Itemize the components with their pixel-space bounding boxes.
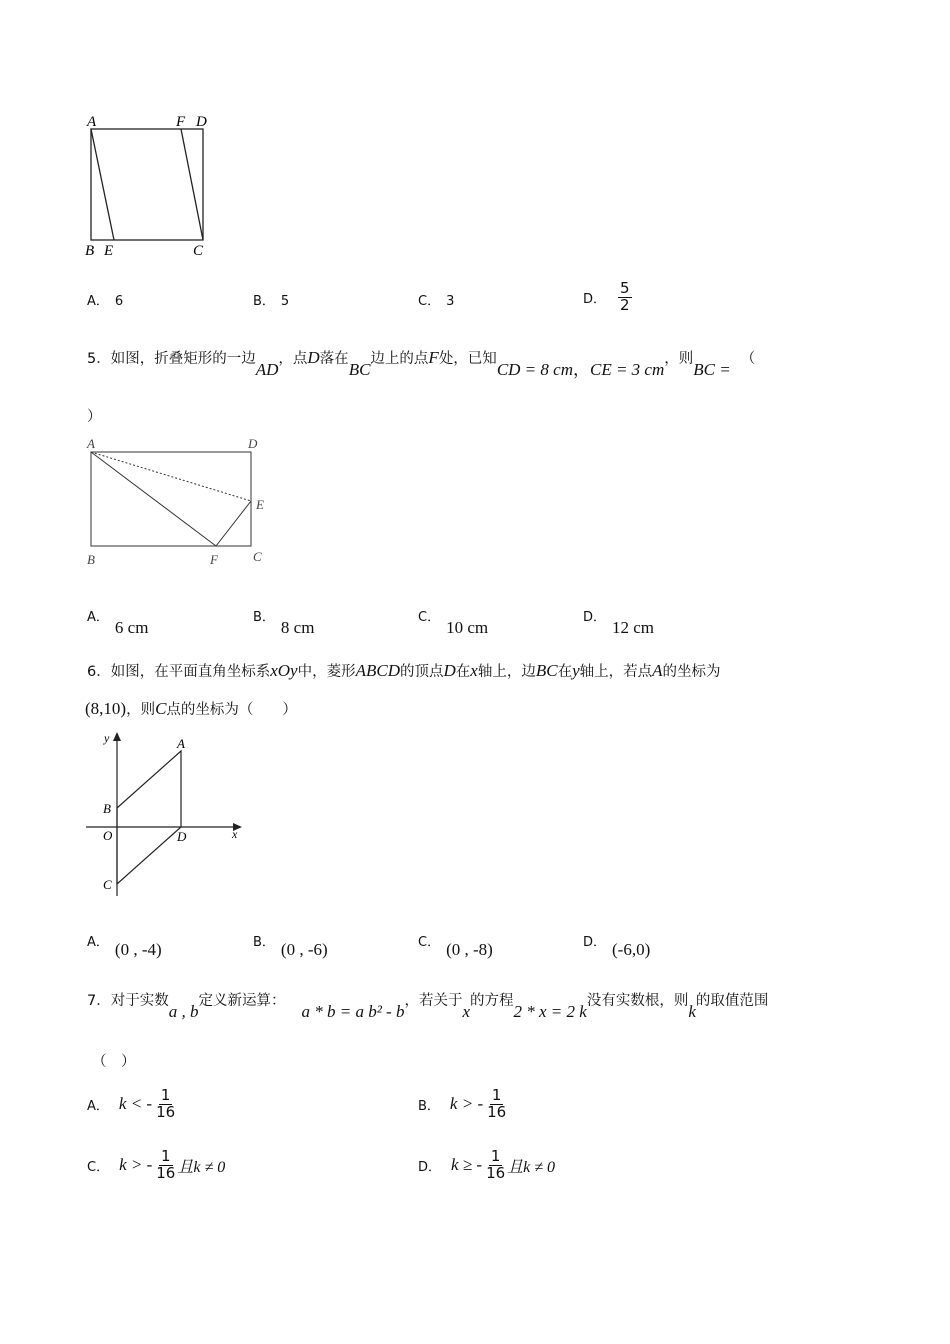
fraction-denominator: 16 [156, 1102, 176, 1121]
q6-option-b[interactable] [253, 931, 328, 959]
option-value: 5 [280, 294, 290, 309]
option-value: (-6,0) [612, 940, 651, 959]
figure-q4 [80, 110, 220, 260]
label-c: C [253, 549, 262, 564]
label-f: F [210, 552, 218, 567]
option-relation: k > - [449, 1094, 484, 1114]
label-o: O [103, 828, 113, 843]
q5-text: 5．如图，折叠矩形的一边AD，点D落在BC边上的点F处，已知CD = 8 cm，CE = 3 cm，则BC =（ [87, 348, 756, 379]
rectangle-abcd [91, 129, 203, 240]
option-value: 12 cm [612, 618, 655, 637]
q5-option-b[interactable] [253, 606, 315, 637]
y-axis-arrow [113, 732, 121, 741]
option-relation: k ≥ - [451, 1155, 483, 1175]
option-label: C． [87, 1159, 110, 1175]
option-label: A． [87, 610, 109, 625]
figure-q5 [82, 432, 282, 572]
option-value: (0 , -8) [446, 940, 493, 959]
q5-option-a[interactable] [87, 606, 149, 637]
figure-q6 [82, 728, 252, 898]
fraction-numerator: 1 [490, 1147, 501, 1165]
option-value: 6 cm [114, 618, 149, 637]
q6-option-c[interactable] [418, 931, 493, 959]
q7-option-b[interactable] [418, 1088, 508, 1121]
option-relation: k > - [119, 1155, 153, 1175]
fraction-numerator: 5 [620, 279, 630, 297]
q7-text: 7．对于实数a , b定义新运算：a * b = a b² - b，若关于x的方程2 * x = 2 k没有实数根，则k的取值范围 [87, 993, 769, 1021]
option-label: D． [583, 291, 607, 307]
option-label: B． [253, 610, 275, 625]
option-label: C． [418, 935, 441, 950]
label-d: D [177, 829, 187, 844]
option-value: (0 , -6) [280, 940, 328, 959]
option-label: B． [253, 935, 275, 950]
label-b: B [103, 801, 111, 816]
label-a: A [177, 736, 185, 751]
label-x: x [232, 827, 238, 841]
q4-option-c[interactable] [418, 290, 454, 309]
label-a: A [87, 436, 95, 451]
segment-fc [181, 129, 203, 240]
label-e: E [256, 497, 264, 512]
option-value: 10 cm [446, 618, 489, 637]
q5-paren-close: ） [87, 409, 102, 425]
dashed-segment-ae [91, 452, 251, 501]
segment-af [91, 452, 216, 546]
option-label: D． [583, 610, 607, 625]
option-value: 8 cm [280, 618, 315, 637]
label-c: C [103, 877, 112, 892]
fraction-numerator: 1 [491, 1086, 502, 1104]
q5-option-d[interactable] [583, 606, 655, 637]
fraction [154, 1149, 177, 1182]
fraction-numerator: 1 [161, 1147, 171, 1165]
option-relation: k < - [118, 1094, 153, 1114]
option-label: B． [253, 294, 275, 309]
option-label: A． [87, 294, 109, 309]
label-d: D [196, 114, 207, 130]
fraction-denominator: 16 [156, 1163, 176, 1182]
segment-fe [216, 501, 251, 546]
q6-text-line1: 6．如图，在平面直角坐标系xOy中，菱形ABCD的顶点D在x轴上，边BC在y轴上，若点A的坐标为 [87, 661, 721, 680]
option-tail: 且k ≠ 0 [177, 1158, 226, 1176]
fraction-denominator: 16 [487, 1102, 507, 1121]
q7-option-a[interactable] [87, 1088, 177, 1121]
label-b: B [87, 552, 95, 567]
fraction-denominator: 2 [620, 295, 630, 314]
q6-option-d[interactable] [583, 931, 651, 959]
label-e: E [104, 243, 114, 259]
q6-option-a[interactable] [87, 931, 162, 959]
rhombus-abcd [117, 751, 181, 884]
q7-option-d[interactable] [418, 1149, 555, 1182]
q4-option-d[interactable] [583, 281, 632, 314]
label-f: F [176, 114, 186, 130]
fraction [484, 1149, 507, 1182]
label-d: D [248, 436, 258, 451]
option-value: 3 [446, 294, 455, 309]
segment-ae [91, 129, 114, 240]
label-c: C [193, 243, 204, 259]
label-a: A [87, 114, 97, 130]
label-b: B [85, 243, 95, 259]
q7-paren: （ ） [92, 1054, 136, 1070]
fraction [154, 1088, 177, 1121]
option-tail: 且k ≠ 0 [507, 1158, 556, 1176]
label-y: y [104, 731, 110, 745]
option-label: C． [418, 294, 441, 309]
fraction-denominator: 16 [486, 1163, 506, 1182]
option-value: (0 , -4) [114, 940, 162, 959]
fraction [618, 281, 632, 314]
fraction-numerator: 1 [160, 1086, 171, 1104]
option-label: C． [418, 610, 441, 625]
q5-option-c[interactable] [418, 606, 489, 637]
q4-option-a[interactable] [87, 290, 123, 309]
fraction [485, 1088, 508, 1121]
option-label: D． [583, 935, 607, 950]
option-value: 6 [114, 294, 124, 309]
q6-text-line2: (8,10)，则C点的坐标为（ ） [85, 699, 297, 718]
option-label: A． [87, 935, 109, 950]
option-label: A． [87, 1098, 109, 1114]
option-label: D． [418, 1159, 442, 1175]
q7-option-c[interactable] [87, 1149, 225, 1182]
q4-option-b[interactable] [253, 290, 289, 309]
option-label: B． [418, 1098, 440, 1114]
